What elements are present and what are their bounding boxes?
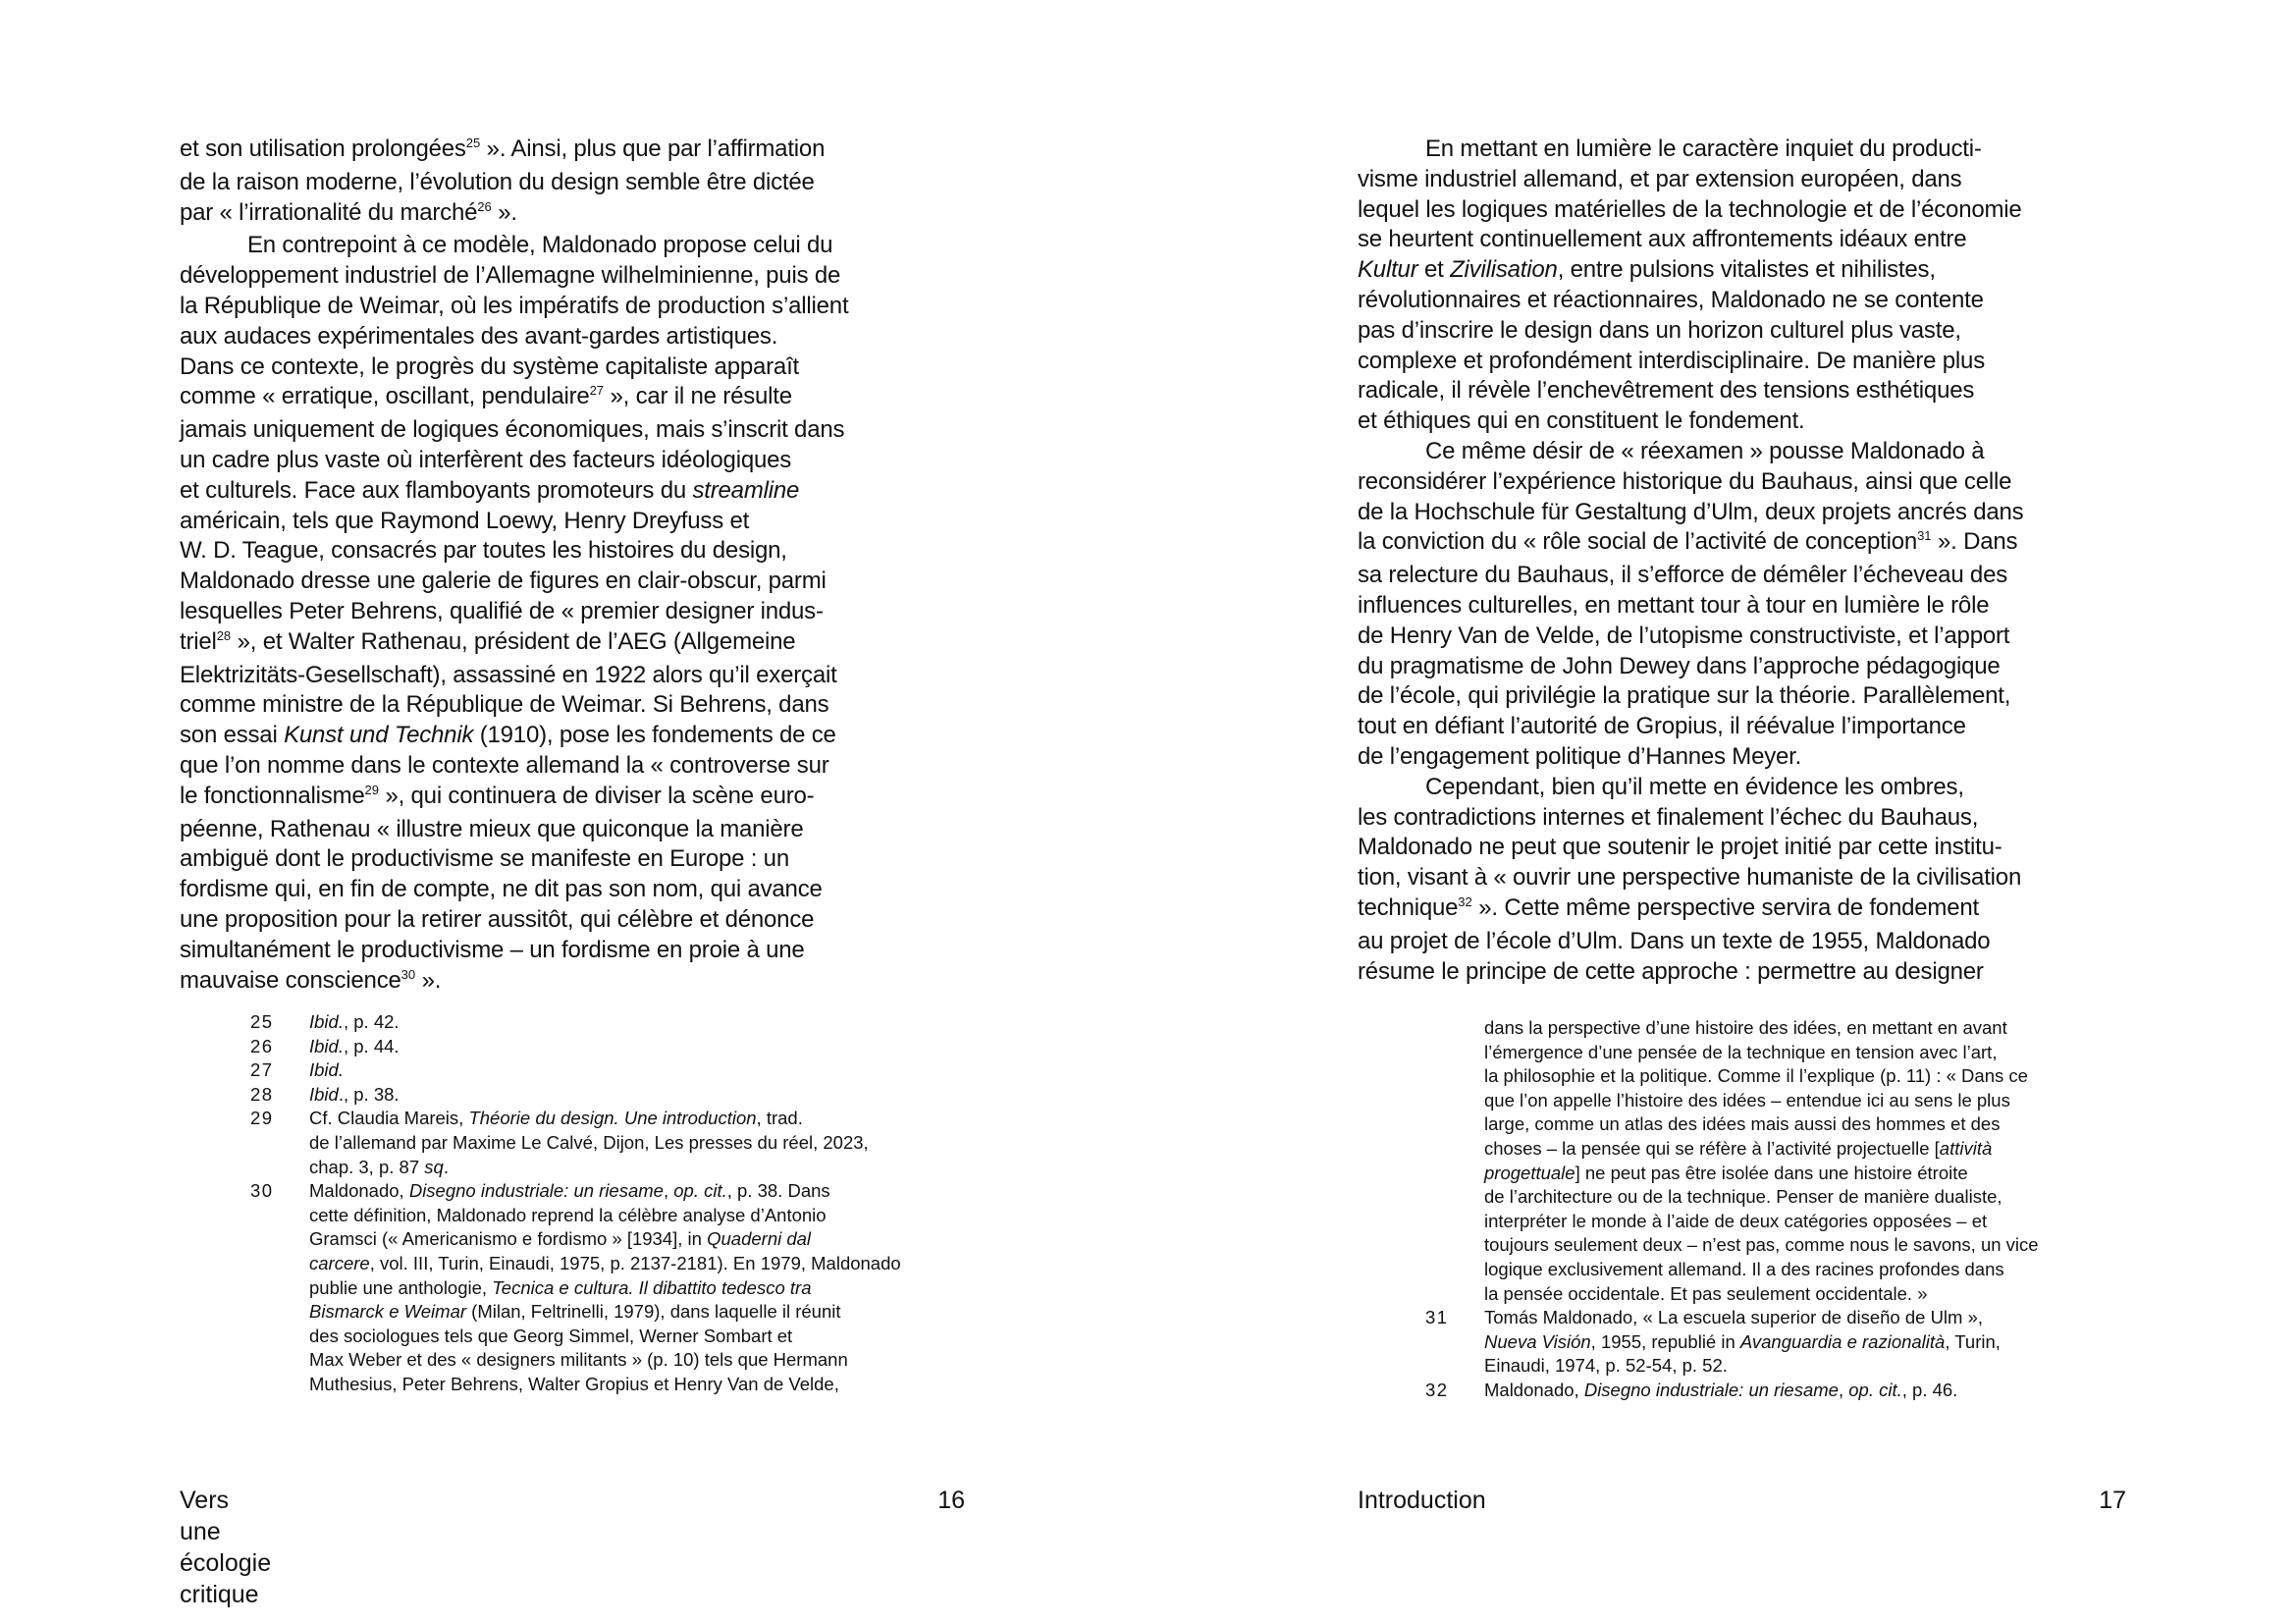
footnote-line <box>1425 1210 2039 1234</box>
text-run: de Henry Van de Velde, de l’utopisme constructiviste, et l’apport <box>1358 622 2010 649</box>
text-line <box>1358 773 2133 803</box>
text-run: cette définition, Maldonado reprend la célèbre analyse d’Antonio <box>309 1204 827 1225</box>
footnote-reference: 28 <box>216 627 232 643</box>
text-line <box>1358 863 2133 893</box>
text-run: que l’on nomme dans le contexte allemand la « controverse sur <box>180 751 829 779</box>
text-run: ] ne peut pas être isolée dans une histoire étroite <box>1575 1162 1968 1183</box>
text-run: choses – la pensée qui se réfère à l’activité projectuelle [ <box>1484 1137 1940 1159</box>
footnote <box>1425 1379 2039 1403</box>
text-line <box>180 690 955 721</box>
text-run: logique exclusivement allemand. Il a des racines profondes dans <box>1484 1258 2004 1279</box>
text-run: », car il ne résulte <box>604 383 792 410</box>
text-line <box>180 721 955 751</box>
text-line <box>180 415 955 446</box>
text-run: de l’architecture ou de la technique. Penser de manière dualiste, <box>1484 1186 2002 1208</box>
text-run: chap. 3, p. 87 <box>309 1156 425 1177</box>
footnote-line <box>250 1348 901 1373</box>
text-run: Elektrizitäts-Gesellschaft), assassiné en 1922 alors qu’il exerçait <box>180 661 837 688</box>
footnote-line <box>1425 1162 2039 1186</box>
text-line <box>180 782 955 815</box>
footnote <box>1425 1306 2039 1379</box>
text-run: , <box>1838 1379 1849 1400</box>
italic-text: Kunst und Technik <box>284 722 474 749</box>
text-line <box>180 168 955 198</box>
text-run: lequel les logiques matérielles de la technologie et de l’économie <box>1358 195 2022 223</box>
footnote-line <box>250 1058 901 1083</box>
text-run: (1910), pose les fondements de ce <box>473 722 836 749</box>
body-text <box>180 135 955 999</box>
text-line <box>1358 195 2133 226</box>
italic-text: Ibid. <box>309 1011 344 1032</box>
text-run: complexe et profondément interdisciplinaire. De manière plus <box>1358 347 1986 374</box>
text-line <box>180 322 955 352</box>
text-run: Cependant, bien qu’il mette en évidence les ombres, <box>1425 773 1964 800</box>
footnote-line <box>250 1300 901 1325</box>
footnote-line <box>1425 1089 2039 1113</box>
text-run: que l’on appelle l’histoire des idées – entendue ici au sens le plus <box>1484 1089 2010 1110</box>
text-run: péenne, Rathenau « illustre mieux que quiconque la manière <box>180 815 804 842</box>
footnote-line <box>250 1035 901 1059</box>
text-run: Dans ce contexte, le progrès du système capitaliste apparaît <box>180 352 800 380</box>
text-run: son essai <box>180 722 285 749</box>
footnote-reference: 32 <box>1458 893 1472 909</box>
footnote-line <box>250 1107 901 1131</box>
text-run: jamais uniquement de logiques économiques, mais s’inscrit dans <box>180 416 845 444</box>
text-line <box>1358 742 2133 773</box>
footnote-number: 31 <box>1425 1307 1449 1328</box>
text-run: développement industriel de l’Allemagne wilhelminienne, puis de <box>180 262 841 290</box>
text-line <box>180 567 955 597</box>
footnote-number: 28 <box>250 1083 274 1105</box>
text-line <box>180 382 955 415</box>
footnote <box>250 1107 901 1179</box>
footnote-number: 29 <box>250 1108 274 1129</box>
running-title: Vers une écologie critique <box>180 1487 272 1608</box>
text-line <box>1358 165 2133 195</box>
text-run: ambiguë dont le productivisme se manifeste en Europe : un <box>180 845 789 873</box>
footnote-line <box>1425 1379 2039 1403</box>
text-run: de l’engagement politique d’Hannes Meyer. <box>1358 742 1802 770</box>
text-run: de l’allemand par Maxime Le Calvé, Dijon, Les presses du réel, 2023, <box>309 1131 869 1153</box>
footnote-line <box>1425 1330 2039 1355</box>
text-run: résume le principe de cette approche : permettre au designer <box>1358 957 1984 985</box>
text-run: . <box>443 1156 449 1177</box>
footnote-line <box>250 1276 901 1301</box>
text-line <box>180 875 955 905</box>
text-run: visme industriel allemand, et par extension européen, dans <box>1358 165 1962 192</box>
text-run: une proposition pour la retirer aussitôt, qui célèbre et dénonce <box>180 905 815 933</box>
text-run: de la Hochschule für Gestaltung d’Ulm, deux projets ancrés dans <box>1358 498 2024 525</box>
text-run: En mettant en lumière le caractère inquiet du producti- <box>1425 135 1982 162</box>
text-line <box>1358 255 2133 286</box>
text-run: la pensée occidentale. Et pas seulement occidentale. » <box>1484 1282 1928 1304</box>
footnote-line <box>1425 1112 2039 1137</box>
text-run: , vol. III, Turin, Einaudi, 1975, p. 2137-2181). En 1979, Maldonado <box>369 1252 901 1273</box>
text-run: par « l’irrationalité du marché <box>180 198 478 226</box>
text-run: et <box>1417 256 1451 284</box>
text-run: Cf. Claudia Mareis, <box>309 1108 469 1129</box>
footnote-line <box>1425 1258 2039 1282</box>
italic-text: Nueva Visión <box>1484 1330 1591 1352</box>
text-run: Maldonado, <box>1484 1379 1584 1400</box>
text-run: américain, tels que Raymond Loewy, Henry Dreyfuss et <box>180 507 750 534</box>
footnote-number: 25 <box>250 1011 274 1032</box>
text-line <box>1358 652 2133 682</box>
running-title: Introduction <box>1358 1487 1486 1514</box>
text-line <box>1358 681 2133 712</box>
text-run: Maldonado ne peut que soutenir le projet initié par cette institu- <box>1358 834 2002 861</box>
footnotes <box>1425 1016 2039 1403</box>
footnote-reference: 31 <box>1917 528 1932 544</box>
footnote <box>250 1083 901 1108</box>
footnote-line <box>250 1131 901 1156</box>
text-run: un cadre plus vaste où interfèrent des facteurs idéologiques <box>180 446 792 473</box>
footnote-line <box>1425 1282 2039 1307</box>
text-line <box>1358 437 2133 467</box>
text-run: des sociologues tels que Georg Simmel, Werner Sombart et <box>309 1325 793 1346</box>
text-line <box>180 476 955 507</box>
footnote-line <box>250 1325 901 1349</box>
text-run: et éthiques qui en constituent le fondement. <box>1358 407 1805 435</box>
body-text <box>1358 135 2133 987</box>
text-line <box>1358 225 2133 255</box>
text-run: ». Dans <box>1931 528 2018 556</box>
text-run: Einaudi, 1974, p. 52-54, p. 52. <box>1484 1355 1728 1377</box>
text-run: dans la perspective d’une histoire des idées, en mettant en avant <box>1484 1017 2007 1038</box>
text-run: Maldonado, <box>309 1180 409 1202</box>
footnote <box>250 1058 901 1083</box>
italic-text: Bismarck e Weimar <box>309 1301 467 1323</box>
text-run: , entre pulsions vitalistes et nihilistes, <box>1557 256 1936 284</box>
italic-text: Disegno industriale: un riesame <box>1583 1379 1839 1400</box>
text-line <box>180 231 955 261</box>
text-run: Max Weber et des « designers militants » (p. 10) tels que Hermann <box>309 1349 848 1371</box>
text-run: , p. 38. Dans <box>726 1180 830 1202</box>
text-run: , 1955, republié in <box>1590 1330 1740 1352</box>
text-run: sa relecture du Bauhaus, il s’efforce de démêler l’écheveau des <box>1358 562 2008 589</box>
text-line <box>1358 286 2133 316</box>
italic-text: Ibid <box>309 1083 339 1105</box>
text-run: tout en défiant l’autorité de Gropius, il réévalue l’importance <box>1358 713 1966 740</box>
text-line <box>180 905 955 936</box>
text-line <box>180 507 955 537</box>
text-run: et son utilisation prolongées <box>180 135 466 162</box>
text-line <box>180 936 955 966</box>
text-line <box>180 597 955 627</box>
text-line <box>1358 316 2133 347</box>
text-line <box>180 844 955 875</box>
text-run: , p. 44. <box>343 1035 400 1056</box>
italic-text: Quaderni dal <box>707 1228 812 1250</box>
text-run: reconsidérer l’expérience historique du Bauhaus, ainsi que celle <box>1358 467 2012 495</box>
text-line <box>180 198 955 232</box>
text-run: les contradictions internes et finalement l’échec du Bauhaus, <box>1358 803 1979 831</box>
italic-text: sq <box>424 1156 444 1177</box>
footnote-line <box>1425 1354 2039 1379</box>
text-run: ». <box>491 198 517 226</box>
footnote-number: 32 <box>1425 1379 1449 1400</box>
italic-text: Disegno industriale: un riesame <box>408 1180 664 1202</box>
text-line <box>1358 591 2133 622</box>
text-line <box>180 815 955 845</box>
text-run: révolutionnaires et réactionnaires, Maldonado ne se contente <box>1358 286 1984 313</box>
footnote-number: 30 <box>250 1180 274 1202</box>
footnote-reference: 25 <box>465 135 481 150</box>
footnote-line <box>250 1373 901 1397</box>
text-run: mauvaise conscience <box>180 966 401 994</box>
text-run: et culturels. Face aux flamboyants promoteurs du <box>180 476 693 504</box>
text-run: Muthesius, Peter Behrens, Walter Gropius et Henry Van de Velde, <box>309 1373 839 1394</box>
text-run: comme « erratique, oscillant, pendulaire <box>180 383 590 410</box>
italic-text: streamline <box>692 476 800 504</box>
text-line <box>1358 527 2133 561</box>
footnote-reference: 29 <box>364 782 379 797</box>
italic-text: Tecnica e cultura. Il dibattito tedesco tra <box>492 1276 812 1298</box>
text-run: ». Cette même perspective servira de fondement <box>1471 893 1979 921</box>
text-line <box>1358 406 2133 437</box>
text-run: technique <box>1358 893 1459 921</box>
text-run: , p. 42. <box>343 1011 400 1032</box>
footnote-line <box>250 1252 901 1276</box>
text-run: tion, visant à « ouvrir une perspective humaniste de la civilisation <box>1358 864 2022 892</box>
footnote-line <box>250 1010 901 1035</box>
text-run: », qui continuera de diviser la scène euro- <box>378 782 815 809</box>
text-run: la conviction du « rôle social de l’activité de conception <box>1358 528 1918 556</box>
right-page <box>1148 0 2296 1624</box>
text-line <box>1358 803 2133 834</box>
text-line <box>180 352 955 383</box>
footnote-line <box>1425 1137 2039 1162</box>
footnote-line <box>1425 1016 2039 1041</box>
text-line <box>180 446 955 476</box>
footnote-reference: 26 <box>477 198 492 214</box>
text-run: triel <box>180 627 217 655</box>
text-line <box>1358 376 2133 406</box>
footnote-number: 26 <box>250 1035 274 1056</box>
italic-text: Théorie du design. Une introduction <box>468 1108 757 1129</box>
text-run: se heurtent continuellement aux affrontements idéaux entre <box>1358 226 1967 253</box>
page-number: 16 <box>937 1487 965 1514</box>
text-run: de la raison moderne, l’évolution du design semble être dictée <box>180 168 815 195</box>
text-run: ». <box>415 966 442 994</box>
footnote-line <box>1425 1233 2039 1258</box>
text-line <box>1358 893 2133 927</box>
text-run: », et Walter Rathenau, président de l’AEG (Allgemeine <box>231 627 796 655</box>
italic-text: attività <box>1939 1137 1993 1159</box>
text-line <box>180 261 955 292</box>
text-line <box>180 661 955 691</box>
italic-text: Ibid. <box>309 1059 344 1081</box>
text-line <box>1358 467 2133 498</box>
footnote-line <box>250 1227 901 1252</box>
italic-text: op. cit. <box>673 1180 727 1202</box>
text-line <box>1358 561 2133 591</box>
footnote <box>250 1179 901 1396</box>
text-run: comme ministre de la République de Weimar. Si Behrens, dans <box>180 691 829 719</box>
text-run: pas d’inscrire le design dans un horizon culturel plus vaste, <box>1358 316 1961 344</box>
text-line <box>1358 957 2133 988</box>
text-line <box>180 536 955 567</box>
text-run: ». Ainsi, plus que par l’affirmation <box>480 135 826 162</box>
text-run: interpréter le monde à l’aide de deux catégories opposées – et <box>1484 1210 1988 1231</box>
footnote-line <box>1425 1064 2039 1089</box>
text-line <box>1358 347 2133 377</box>
footnote <box>250 1035 901 1059</box>
text-run: du pragmatisme de John Dewey dans l’approche pédagogique <box>1358 652 2001 679</box>
text-run: , p. 46. <box>1901 1379 1958 1400</box>
text-run: Tomás Maldonado, « La escuela superior de diseño de Ulm », <box>1484 1307 1984 1328</box>
text-line <box>1358 622 2133 652</box>
text-run: Ce même désir de « réexamen » pousse Maldonado à <box>1425 437 1985 464</box>
text-run: fordisme qui, en fin de compte, ne dit pas son nom, qui avance <box>180 876 823 903</box>
footnote-line <box>250 1204 901 1228</box>
italic-text: Kultur <box>1358 256 1418 284</box>
text-run: influences culturelles, en mettant tour à tour en lumière le rôle <box>1358 591 1990 619</box>
text-run: la philosophie et la politique. Comme il l’explique (p. 11) : « Dans ce <box>1484 1065 2028 1087</box>
text-run: l’émergence d’une pensée de la technique en tension avec l’art, <box>1484 1041 1998 1062</box>
text-run: , <box>663 1180 674 1202</box>
footnote <box>250 1010 901 1035</box>
text-run: la République de Weimar, où les impératifs de production s’allient <box>180 292 849 319</box>
text-run: En contrepoint à ce modèle, Maldonado propose celui du <box>247 232 833 259</box>
text-line <box>1358 498 2133 528</box>
text-run: large, comme un atlas des idées mais aussi des hommes et des <box>1484 1113 2001 1135</box>
italic-text: Avanguardia e razionalità <box>1739 1330 1946 1352</box>
text-run: radicale, il révèle l’enchevêtrement des tensions esthétiques <box>1358 377 1975 405</box>
text-line <box>1358 135 2133 165</box>
text-line <box>180 292 955 322</box>
text-run: W. D. Teague, consacrés par toutes les histoires du design, <box>180 537 787 565</box>
text-line <box>1358 927 2133 957</box>
footnote-line <box>250 1083 901 1108</box>
footnote-number: 27 <box>250 1059 274 1081</box>
footnote-line <box>1425 1185 2039 1210</box>
text-run: , trad. <box>756 1108 803 1129</box>
text-line <box>180 966 955 1000</box>
footnote-reference: 27 <box>589 383 605 399</box>
text-run: ., p. 38. <box>338 1083 400 1105</box>
text-line <box>1358 712 2133 742</box>
text-run: toujours seulement deux – n’est pas, comme nous le savons, un vice <box>1484 1234 2039 1256</box>
text-run: lesquelles Peter Behrens, qualifié de « premier designer indus- <box>180 597 824 624</box>
text-run: Maldonado dresse une galerie de figures en clair-obscur, parmi <box>180 568 827 595</box>
italic-text: Ibid. <box>309 1035 344 1056</box>
footnote-line <box>250 1156 901 1180</box>
footnote-line <box>1425 1041 2039 1065</box>
text-run: au projet de l’école d’Ulm. Dans un texte de 1955, Maldonado <box>1358 927 1991 954</box>
italic-text: Zivilisation <box>1450 256 1558 284</box>
text-run: , Turin, <box>1945 1330 2001 1352</box>
text-run: simultanément le productivisme – un fordisme en proie à une <box>180 936 805 963</box>
text-line <box>1358 833 2133 863</box>
footnote-reference: 30 <box>400 966 416 982</box>
footnote-line <box>1425 1306 2039 1330</box>
text-line <box>180 627 955 661</box>
text-line <box>180 135 955 168</box>
page-number: 17 <box>2099 1487 2126 1514</box>
footnotes <box>250 1010 901 1397</box>
italic-text: progettuale <box>1484 1162 1575 1183</box>
text-run: publie une anthologie, <box>309 1276 493 1298</box>
footnote-line <box>250 1179 901 1204</box>
italic-text: carcere <box>309 1252 370 1273</box>
footnote <box>1425 1016 2039 1306</box>
text-run: le fonctionnalisme <box>180 782 365 809</box>
text-run: de l’école, qui privilégie la pratique sur la théorie. Parallèlement, <box>1358 682 2011 710</box>
text-run: (Milan, Feltrinelli, 1979), dans laquelle il réunit <box>466 1301 841 1323</box>
italic-text: op. cit. <box>1848 1379 1902 1400</box>
text-run: aux audaces expérimentales des avant-gardes artistiques. <box>180 322 778 350</box>
text-run: Gramsci (« Americanismo e fordismo » [1934], in <box>309 1228 708 1250</box>
text-line <box>180 751 955 782</box>
